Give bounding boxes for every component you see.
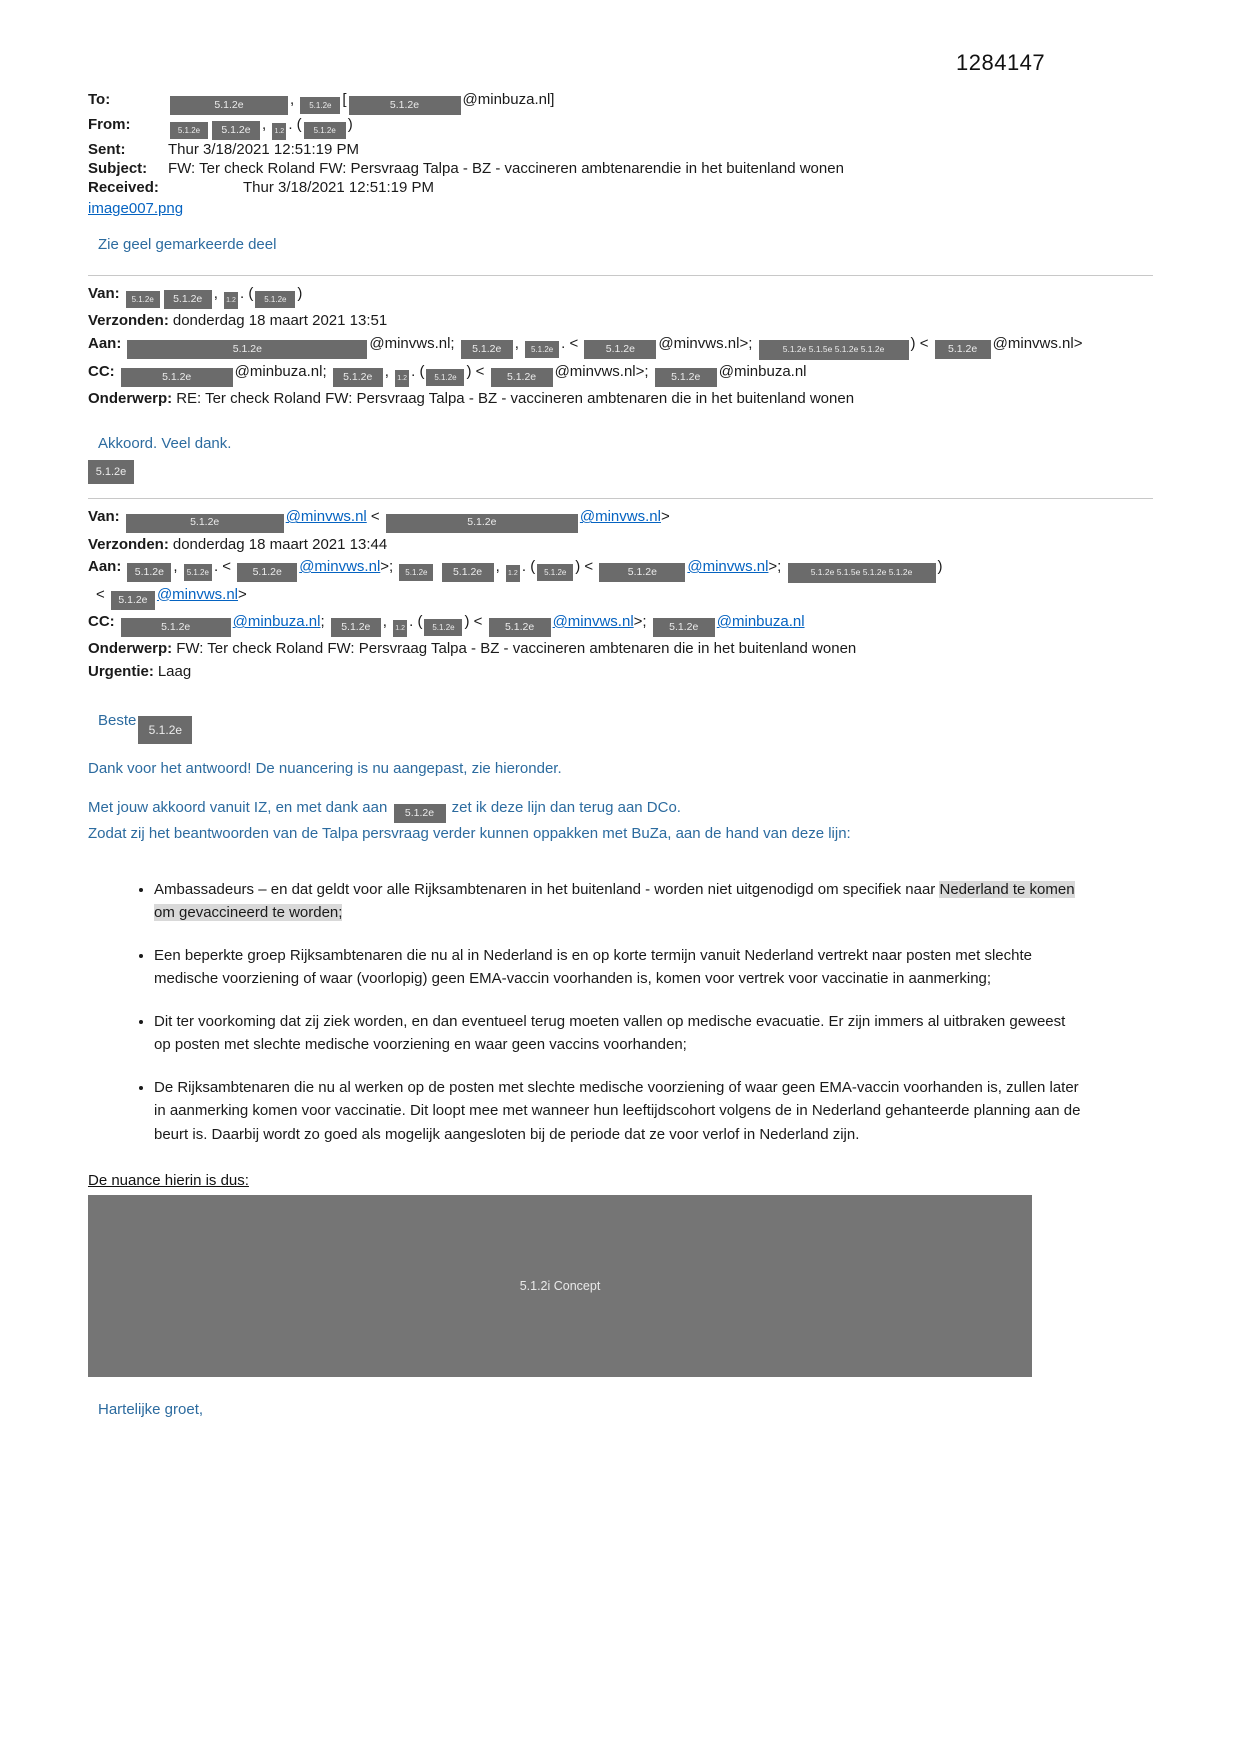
- text-run: Een beperkte groep Rijksambtenaren die nu al in Nederland is en op korte termijn vanuit Nederland vertrekt naar posten met slechte medische voorziening of waar (voorlopig) geen EMA-vaccin voorhanden is, komen voor vertrek voor vaccinatie in aanmerking;: [154, 946, 1032, 988]
- text-run: . (: [240, 285, 254, 302]
- text-run: ): [297, 285, 303, 302]
- redaction-box: 5.1.2e: [127, 563, 171, 582]
- text-run: ,: [173, 558, 182, 575]
- email-address-link[interactable]: @minbuza.nl: [716, 613, 805, 630]
- header-row: [88, 611, 1153, 637]
- text-run: FW: Ter check Roland FW: Persvraag Talpa - BZ - vaccineren ambtenarendie in het buitenland wonen: [168, 160, 844, 177]
- text-run: ,: [262, 116, 271, 133]
- text-run: ) <: [910, 334, 933, 352]
- text-run: <: [366, 508, 384, 526]
- redaction-box: 5.1.2e: [394, 804, 446, 823]
- header-row: [88, 661, 1153, 683]
- text-run: @minvws.nl>;: [658, 334, 757, 352]
- field-label: To:: [88, 91, 111, 108]
- text-run: ,: [495, 558, 504, 575]
- body-paragraph-3: Zodat zij het beantwoorden van de Talpa persvraag verder kunnen oppakken met BuZa, aan de hand van deze lijn:: [88, 824, 851, 842]
- text-run: @minbuza.nl;: [234, 362, 331, 380]
- text-run: ,: [290, 91, 299, 108]
- text-run: . (: [521, 558, 536, 575]
- redaction-box: 5.1.2e: [300, 97, 340, 114]
- redaction-box: 5.1.2e 5.1.5e 5.1.2e 5.1.2e: [759, 340, 909, 360]
- field-label: Onderwerp:: [88, 389, 173, 407]
- redaction-box: 5.1.2e: [599, 563, 685, 582]
- closing-line: Hartelijke groet,: [98, 1401, 204, 1419]
- text-run: >: [660, 508, 670, 526]
- field-value: [158, 663, 191, 680]
- text-run: Beste: [98, 712, 137, 730]
- doc-number: 1284147: [956, 50, 1046, 75]
- redaction-box: 5.1.2e: [584, 340, 656, 359]
- redaction-box: 5.1.2e: [121, 368, 233, 387]
- text-run: [: [342, 91, 347, 108]
- field-label: Verzonden:: [88, 312, 169, 330]
- redaction-box: 5.1.2e: [537, 564, 573, 581]
- concept-redaction-block: [88, 1195, 1032, 1377]
- redaction-box: 1.2: [395, 370, 409, 387]
- redaction-box: 5.1.2e: [424, 619, 462, 636]
- header-row: [88, 388, 1153, 410]
- redaction-box: 5.1.2e: [489, 618, 551, 637]
- policy-bullet-list: [88, 878, 1086, 1147]
- header-row: [88, 283, 1153, 309]
- header-row: [88, 140, 1153, 159]
- text-run: <: [96, 585, 109, 603]
- field-label: Onderwerp:: [88, 640, 173, 658]
- field-label: From:: [88, 116, 131, 133]
- field-value: [176, 390, 854, 407]
- text-run: @minbuza.nl: [718, 362, 807, 380]
- field-label: Received:: [88, 179, 159, 196]
- akkoord-text: Akkoord. Veel dank.: [98, 435, 232, 453]
- field-value: [168, 141, 359, 158]
- text-run: ,: [514, 334, 524, 352]
- header-row: [88, 333, 1153, 360]
- field-label: Sent:: [88, 141, 126, 158]
- text-run: . <: [213, 558, 236, 575]
- text-run: Dit ter voorkoming dat zij ziek worden, en dan eventueel terug moeten vallen op medische evacuatie. Er zijn immers al uitbraken geweest op posten met slechte medische voorziening en waar geen vaccins voorhanden;: [154, 1012, 1066, 1054]
- redaction-box: 1.2: [393, 620, 407, 637]
- field-value: [173, 536, 387, 553]
- field-label: Van:: [88, 508, 120, 526]
- header-row: [88, 90, 1153, 115]
- header-row: [88, 556, 1153, 583]
- text-run: . (: [411, 362, 425, 380]
- redaction-box: 5.1.2e: [349, 96, 461, 115]
- note-highlight-hint: Zie geel gemarkeerde deel: [98, 236, 277, 253]
- text-run: Thur 3/18/2021 12:51:19 PM: [168, 141, 359, 158]
- redaction-box: 5.1.2e: [138, 716, 192, 744]
- field-label: Urgentie:: [88, 662, 154, 680]
- text-run: ,: [213, 285, 223, 302]
- text-run: Met jouw akkoord vanuit IZ, en met dank aan: [88, 799, 392, 817]
- header-row: [88, 506, 1153, 532]
- text-run: [435, 558, 439, 575]
- redaction-box: 5.1.2e: [426, 369, 464, 386]
- field-label: CC:: [88, 613, 115, 630]
- text-run: . <: [561, 334, 583, 352]
- redaction-box: 5.1.2e: [525, 341, 559, 358]
- text-run: ): [347, 116, 353, 133]
- redaction-box: 5.1.2e: [461, 340, 513, 359]
- redaction-box: 5.1.2e: [237, 563, 297, 582]
- redaction-box: 5.1.2e: [386, 514, 578, 533]
- redaction-box: 5.1.2e: [170, 122, 208, 139]
- text-run: Thur 3/18/2021 12:51:19 PM: [243, 179, 434, 196]
- field-value: [176, 640, 856, 657]
- redaction-box: 1.2: [506, 565, 520, 582]
- field-value: [125, 558, 943, 578]
- redaction-box: 5.1.2e: [255, 291, 295, 308]
- text-run: RE: Ter check Roland FW: Persvraag Talpa - BZ - vaccineren ambtenaren die in het buitenland wonen: [176, 389, 855, 407]
- text-run: ) <: [575, 558, 598, 575]
- text-run: ,: [384, 362, 394, 380]
- highlighted-text: Nederland te komen om gevaccineerd te worden;: [154, 880, 1075, 922]
- text-run: >;: [380, 558, 398, 575]
- redaction-box: 5.1.2e: [126, 514, 284, 533]
- redaction-box: 1.2: [224, 292, 238, 309]
- field-value: [124, 508, 670, 529]
- email1-header: [88, 90, 1153, 197]
- redaction-box: 5.1.2e: [121, 618, 231, 637]
- field-label: CC:: [88, 362, 115, 380]
- field-value: [173, 312, 387, 329]
- field-label: Van:: [88, 285, 120, 302]
- header-row: [88, 159, 1153, 178]
- header-row: [88, 178, 1153, 197]
- email-address-link[interactable]: @minvws.nl: [299, 558, 381, 575]
- text-run: @minbuza.nl]: [462, 91, 555, 108]
- text-run: @minvws.nl>: [992, 334, 1083, 352]
- text-run: ) <: [464, 613, 487, 630]
- redaction-box: 5.1.2e: [653, 618, 715, 637]
- email-address-link[interactable]: @minbuza.nl: [232, 613, 321, 630]
- text-run: ;: [320, 613, 329, 630]
- field-value: [168, 91, 555, 111]
- bullet-item: [154, 1076, 1086, 1147]
- text-run: donderdag 18 maart 2021 13:44: [172, 535, 388, 553]
- redaction-box: 5.1.2e: [935, 340, 991, 359]
- text-run: . (: [288, 116, 302, 133]
- body-paragraph-2: [88, 799, 1153, 823]
- field-label: Subject:: [88, 160, 148, 177]
- text-run: ,: [382, 613, 392, 630]
- header-row: [88, 638, 1153, 660]
- signature-redaction-line: [88, 458, 1153, 484]
- redaction-box: 5.1.2e: [170, 96, 288, 115]
- email-address-link[interactable]: @minvws.nl: [285, 508, 367, 526]
- header-row: [88, 310, 1153, 332]
- email-address-link[interactable]: @minvws.nl: [156, 585, 239, 603]
- text-run: >: [238, 585, 247, 603]
- redaction-box: 1.2: [272, 123, 286, 140]
- redaction-box: 5.1.2e: [126, 291, 160, 308]
- field-value: [124, 285, 303, 305]
- email-address-link[interactable]: @minvws.nl: [687, 558, 769, 575]
- redaction-box: 5.1.2e: [127, 340, 367, 359]
- text-run: ) <: [466, 362, 489, 380]
- text-run: >;: [768, 558, 786, 575]
- field-label: Aan:: [88, 558, 122, 575]
- email3-header: [88, 498, 1153, 682]
- redaction-box: 5.1.2e: [491, 368, 553, 387]
- bullet-item: [154, 1010, 1086, 1057]
- text-run: ): [937, 558, 943, 575]
- header-row: [88, 361, 1153, 387]
- body-paragraph-1: Dank voor het antwoord! De nuancering is nu aangepast, zie hieronder.: [88, 760, 562, 778]
- field-value: [125, 334, 1083, 355]
- redaction-box: 5.1.2e: [655, 368, 717, 387]
- field-value: [88, 585, 247, 606]
- greeting-line: [98, 706, 1153, 744]
- attachment-link[interactable]: image007.png: [88, 200, 184, 217]
- text-run: donderdag 18 maart 2021 13:51: [172, 312, 388, 330]
- redaction-box: 5.1.2e: [111, 591, 155, 610]
- redaction-box: 5.1.2e: [304, 122, 346, 139]
- text-run: Ambassadeurs – en dat geldt voor alle Rijksambtenaren in het buitenland - worden niet uitgenodigd om specifiek naar: [154, 880, 940, 898]
- field-value: [168, 116, 353, 136]
- text-run: >;: [633, 613, 651, 630]
- redaction-box: 5.1.2e: [164, 290, 212, 309]
- concept-redaction-label: 5.1.2i Concept: [519, 1279, 601, 1294]
- text-run: FW: Ter check Roland FW: Persvraag Talpa - BZ - vaccineren ambtenaren die in het buitenland wonen: [176, 640, 857, 658]
- text-run: @minvws.nl>;: [554, 362, 653, 380]
- nuance-heading: De nuance hierin is dus:: [88, 1172, 249, 1190]
- redaction-box: 5.1.2e: [399, 564, 433, 581]
- field-value: [119, 362, 807, 383]
- field-label: Aan:: [88, 334, 122, 352]
- redaction-box: 5.1.2e: [184, 564, 212, 581]
- redaction-box: 5.1.2e: [442, 563, 494, 582]
- field-value: [119, 613, 805, 633]
- field-label: Verzonden:: [88, 535, 169, 553]
- field-value: [168, 160, 844, 177]
- redaction-box: 5.1.2e 5.1.5e 5.1.2e 5.1.2e: [788, 563, 936, 583]
- bullet-item: [154, 878, 1086, 925]
- text-run: De Rijksambtenaren die nu al werken op de posten met slechte medische voorziening of waar geen EMA-vaccin voorhanden is, zullen later in aanmerking komen voor vaccinatie. Dit loopt mee met wanneer hun leeftijdscohort volgens de in Nederland gehanteerde planning aan de beurt is. Daarbij wordt zo goed als mogelijk aangesloten bij de periode dat ze voor verlof in Nederland zijn.: [154, 1078, 1081, 1143]
- text-run: @minvws.nl;: [369, 334, 459, 352]
- redaction-box: 5.1.2e: [333, 368, 383, 387]
- attachment-line: [88, 199, 1153, 218]
- email-address-link[interactable]: @minvws.nl: [579, 508, 661, 526]
- header-row: [88, 534, 1153, 556]
- email-address-link[interactable]: @minvws.nl: [552, 613, 634, 630]
- redaction-box: 5.1.2e: [212, 121, 260, 140]
- header-row: [88, 115, 1153, 140]
- bullet-item: [154, 944, 1086, 991]
- text-run: . (: [409, 613, 423, 630]
- header-row: [88, 584, 1153, 610]
- email2-header: [88, 275, 1153, 409]
- text-run: Laag: [157, 662, 192, 680]
- redaction-box: 5.1.2e: [331, 618, 381, 637]
- text-run: zet ik deze lijn dan terug aan DCo.: [447, 799, 681, 817]
- field-value: [168, 179, 434, 196]
- redaction-box: 5.1.2e: [88, 460, 134, 484]
